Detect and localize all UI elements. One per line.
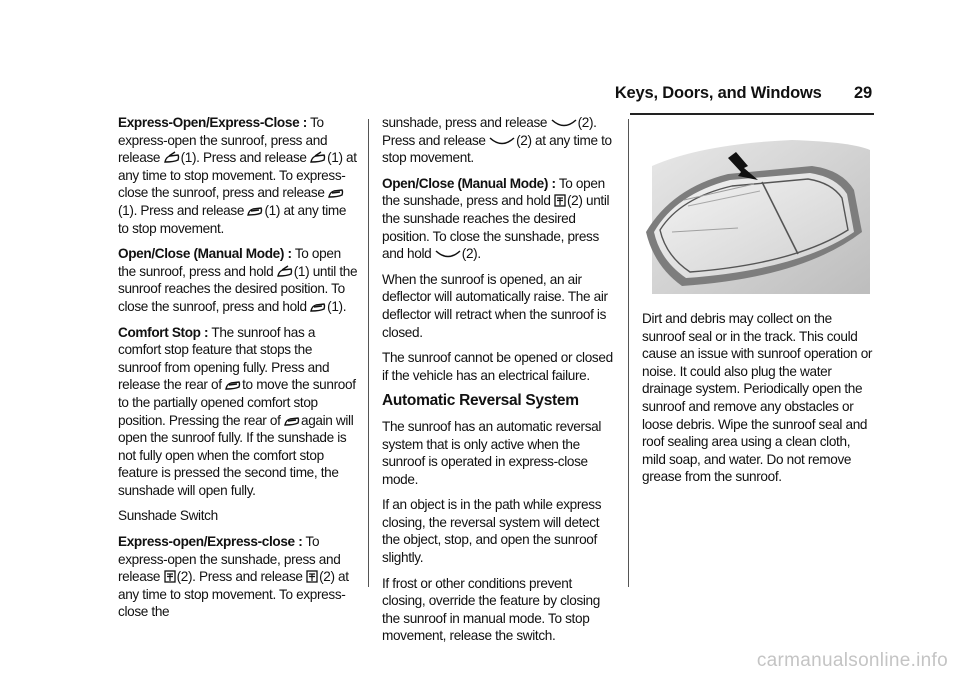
subheading: Sunshade Switch (118, 508, 218, 524)
sunroof-close-icon (247, 204, 263, 217)
column-divider (628, 119, 629, 587)
paragraph: The sunroof cannot be opened or closed if the vehicle has an electrical failure. (382, 350, 613, 383)
page-header (615, 84, 872, 103)
sunshade-open-icon (164, 570, 176, 583)
watermark: carmanualsonline.info (756, 650, 948, 671)
sunshade-close-icon (435, 250, 461, 260)
sunshade-close-icon (489, 137, 515, 147)
paragraph: If frost or other conditions prevent closing, override the feature by closing the sunroof in manual mode. To stop movement, release the switch. (382, 575, 600, 644)
paragraph: sunshade, press and release (2). Press and release (2) at any time to stop movement. (382, 115, 612, 166)
column-2 (382, 114, 618, 653)
term-label: Open/Close (Manual Mode) : (382, 175, 556, 191)
section-title: Keys, Doors, and Windows (614, 84, 822, 102)
sunroof-close-icon (284, 414, 300, 427)
paragraph: Open/Close (Manual Mode) : To open the sunshade, press and hold (2) until the sunshade reaches the desired position. To close the sunshade, press and hold (2). (382, 175, 610, 262)
sunroof-close-icon (225, 378, 241, 391)
paragraph: When the sunroof is opened, an air deflector will automatically raise. The air deflector will retract when the sunroof is closed. (382, 271, 608, 340)
column-3 (642, 310, 874, 486)
header-rule (630, 113, 874, 115)
section-heading: Automatic Reversal System (382, 392, 579, 410)
sunroof-close-icon (328, 186, 344, 199)
term-label: Express-Open/Express-Close : (118, 115, 307, 130)
paragraph: Express-open/Express-close : To express-open the sunshade, press and release (2). Press and release (2) at any time to stop movement. To express-close the (118, 534, 349, 620)
paragraph: Express-Open/Express-Close : To express-open the sunroof, press and release (1). Press and release (1) at any time to stop movement. To express-close the sunroof, press and release (1). Press and release (1) at any time to stop movement. (118, 115, 357, 236)
sunshade-open-icon (554, 194, 566, 207)
paragraph: If an object is in the path while express closing, the reversal system will detect the object, stop, and open the sunroof slightly. (382, 497, 602, 566)
sunshade-close-icon (551, 119, 577, 129)
sunroof-open-icon (164, 151, 180, 164)
sunroof-open-icon (310, 151, 326, 164)
column-divider (368, 119, 369, 587)
sunroof-open-icon (277, 265, 293, 278)
term-label: Express-open/Express-close : (118, 534, 303, 550)
term-label: Comfort Stop : (118, 324, 209, 340)
page-number: 29 (854, 84, 872, 102)
paragraph: Open/Close (Manual Mode) : To open the sunroof, press and hold (1) until the sunroof reaches the desired position. To close the sunroof, press and hold (1). (118, 246, 358, 314)
sunroof-illustration (642, 136, 870, 294)
column-1 (118, 114, 358, 629)
sunroof-close-icon (310, 300, 326, 313)
term-label: Open/Close (Manual Mode) : (118, 246, 292, 262)
paragraph: The sunroof has an automatic reversal system that is only active when the sunroof is operated in express-close mode. (382, 418, 602, 487)
paragraph: Comfort Stop : The sunroof has a comfort stop feature that stops the sunroof from opening fully. Press and release the rear of to move the sunroof to the partially opened comfort stop position. Pressing the rear of again will open the sunroof fully. If the sunshade is not fully open when the comfort stop feature is pressed the second time, the sunshade will open fully. (118, 324, 356, 498)
paragraph: Dirt and debris may collect on the sunroof seal or in the track. This could cause an issue with sunroof operation or noise. It could also plug the water drainage system. Periodically open the sunroof and remove any obstacles or loose debris. Wipe the sunroof seal and roof sealing area using a clean cloth, mild soap, and water. Do not remove grease from the sunroof. (642, 311, 873, 485)
sunshade-open-icon (306, 570, 318, 583)
